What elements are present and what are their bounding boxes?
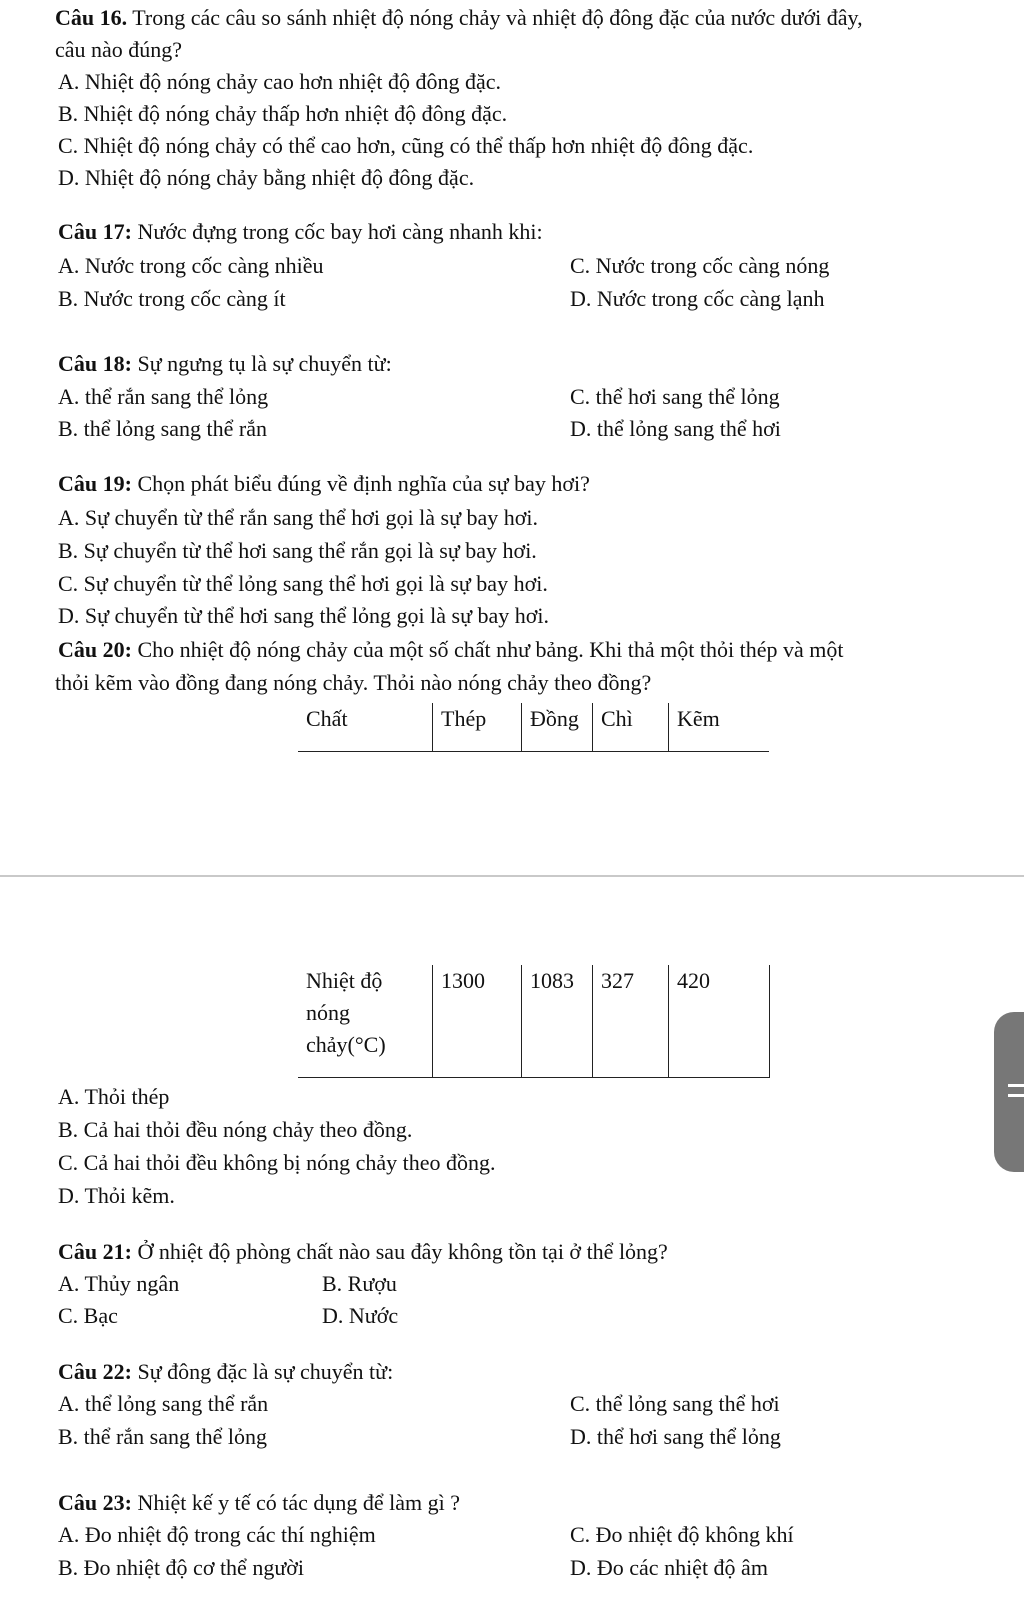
question-19-option-b: B. Sự chuyển từ thể hơi sang thể rắn gọi là sự bay hơi. [58,538,537,563]
question-21-option-b: B. Rượu [322,1271,397,1296]
question-21-text: Ở nhiệt độ phòng chất nào sau đây không tồn tại ở thể lỏng? [131,1239,668,1264]
question-22-option-a: A. thể lỏng sang thể rắn [58,1391,269,1416]
question-20-option-d: D. Thỏi kẽm. [58,1183,175,1208]
scroll-handle[interactable] [994,1012,1024,1172]
melting-point-table-header [298,703,769,752]
melting-point-table-values [298,965,770,1078]
question-21-option-d: D. Nước [322,1303,399,1328]
question-16-option-c: C. Nhiệt độ nóng chảy có thể cao hơn, cũng có thể thấp hơn nhiệt độ đông đặc. [58,133,754,158]
question-16-text-line1: Trong các câu so sánh nhiệt độ nóng chảy và nhiệt độ đông đặc của nước dưới đây, [127,5,863,30]
question-16-option-b: B. Nhiệt độ nóng chảy thấp hơn nhiệt độ đông đặc. [58,101,508,126]
table-header-cell: Chì [593,703,669,752]
question-23-option-a: A. Đo nhiệt độ trong các thí nghiệm [58,1522,376,1547]
question-22-option-b: B. thể rắn sang thể lỏng [58,1424,267,1449]
row-label-line: nóng [306,1000,350,1025]
question-20-option-a: A. Thỏi thép [58,1084,170,1109]
question-19-option-d: D. Sự chuyển từ thể hơi sang thể lỏng gọi là sự bay hơi. [58,603,550,628]
question-20-label: Câu 20: [58,637,132,662]
table-cell: 327 [593,965,669,1078]
question-22-option-d: D. thể hơi sang thể lỏng [570,1424,781,1449]
table-header-cell: Chất [298,703,433,752]
row-label-line: chảy(°C) [306,1032,386,1057]
table-header-cell: Đồng [522,703,593,752]
question-18-title [58,348,392,380]
handle-grip-icon [1008,1084,1024,1087]
question-16-label: Câu 16. [55,5,128,30]
table-header-cell: Thép [433,703,522,752]
question-20-text-line1: Cho nhiệt độ nóng chảy của một số chất như bảng. Khi thả một thỏi thép và một [131,637,844,662]
question-17-title [58,216,543,248]
question-17-text: Nước đựng trong cốc bay hơi càng nhanh khi: [131,219,543,244]
question-22-text: Sự đông đặc là sự chuyển từ: [131,1359,394,1384]
question-23-option-d: D. Đo các nhiệt độ âm [570,1555,768,1580]
question-23-option-b: B. Đo nhiệt độ cơ thể người [58,1555,304,1580]
table-header-cell: Kẽm [669,703,770,752]
table-cell: 1300 [433,965,522,1078]
row-label-line: Nhiệt độ [306,968,383,993]
question-17-option-b: B. Nước trong cốc càng ít [58,286,286,311]
question-21-label: Câu 21: [58,1239,132,1264]
question-23-option-c: C. Đo nhiệt độ không khí [570,1522,794,1547]
question-19-text: Chọn phát biểu đúng về định nghĩa của sự bay hơi? [131,471,590,496]
question-16-option-d: D. Nhiệt độ nóng chảy bằng nhiệt độ đông đặc. [58,165,475,190]
table-cell: 420 [669,965,770,1078]
question-18-option-a: A. thể rắn sang thể lỏng [58,384,269,409]
question-16-title [55,2,863,34]
table-cell: 1083 [522,965,593,1078]
question-21-option-c: C. Bạc [58,1303,118,1328]
question-19-option-a: A. Sự chuyển từ thể rắn sang thể hơi gọi là sự bay hơi. [58,505,539,530]
question-20-title [58,634,843,666]
question-17-option-a: A. Nước trong cốc càng nhiều [58,253,324,278]
question-20-text-line2: thỏi kẽm vào đồng đang nóng chảy. Thỏi nào nóng chảy theo đồng? [55,670,652,695]
question-21-title [58,1236,668,1268]
question-20-option-b: B. Cả hai thỏi đều nóng chảy theo đồng. [58,1117,413,1142]
table-row-label [298,965,433,1078]
question-22-label: Câu 22: [58,1359,132,1384]
question-18-label: Câu 18: [58,351,132,376]
question-22-title [58,1356,393,1388]
question-23-label: Câu 23: [58,1490,132,1515]
page-divider [0,875,1024,877]
question-17-option-c: C. Nước trong cốc càng nóng [570,253,830,278]
question-16-option-a: A. Nhiệt độ nóng chảy cao hơn nhiệt độ đông đặc. [58,69,501,94]
question-21-option-a: A. Thủy ngân [58,1271,180,1296]
question-18-option-d: D. thể lỏng sang thể hơi [570,416,781,441]
question-20-option-c: C. Cả hai thỏi đều không bị nóng chảy theo đồng. [58,1150,496,1175]
question-17-label: Câu 17: [58,219,132,244]
question-18-text: Sự ngưng tụ là sự chuyển từ: [131,351,392,376]
question-19-option-c: C. Sự chuyển từ thể lỏng sang thể hơi gọi là sự bay hơi. [58,571,548,596]
question-19-label: Câu 19: [58,471,132,496]
question-23-text: Nhiệt kế y tế có tác dụng để làm gì ? [131,1490,461,1515]
table-row [298,965,770,1078]
question-16-text-line2: câu nào đúng? [55,37,183,62]
question-23-title [58,1487,460,1519]
question-22-option-c: C. thể lỏng sang thể hơi [570,1391,780,1416]
handle-grip-icon [1008,1094,1024,1097]
question-18-option-b: B. thể lỏng sang thể rắn [58,416,267,441]
table-header-row [298,703,769,752]
question-18-option-c: C. thể hơi sang thể lỏng [570,384,780,409]
question-17-option-d: D. Nước trong cốc càng lạnh [570,286,825,311]
question-19-title [58,468,590,500]
